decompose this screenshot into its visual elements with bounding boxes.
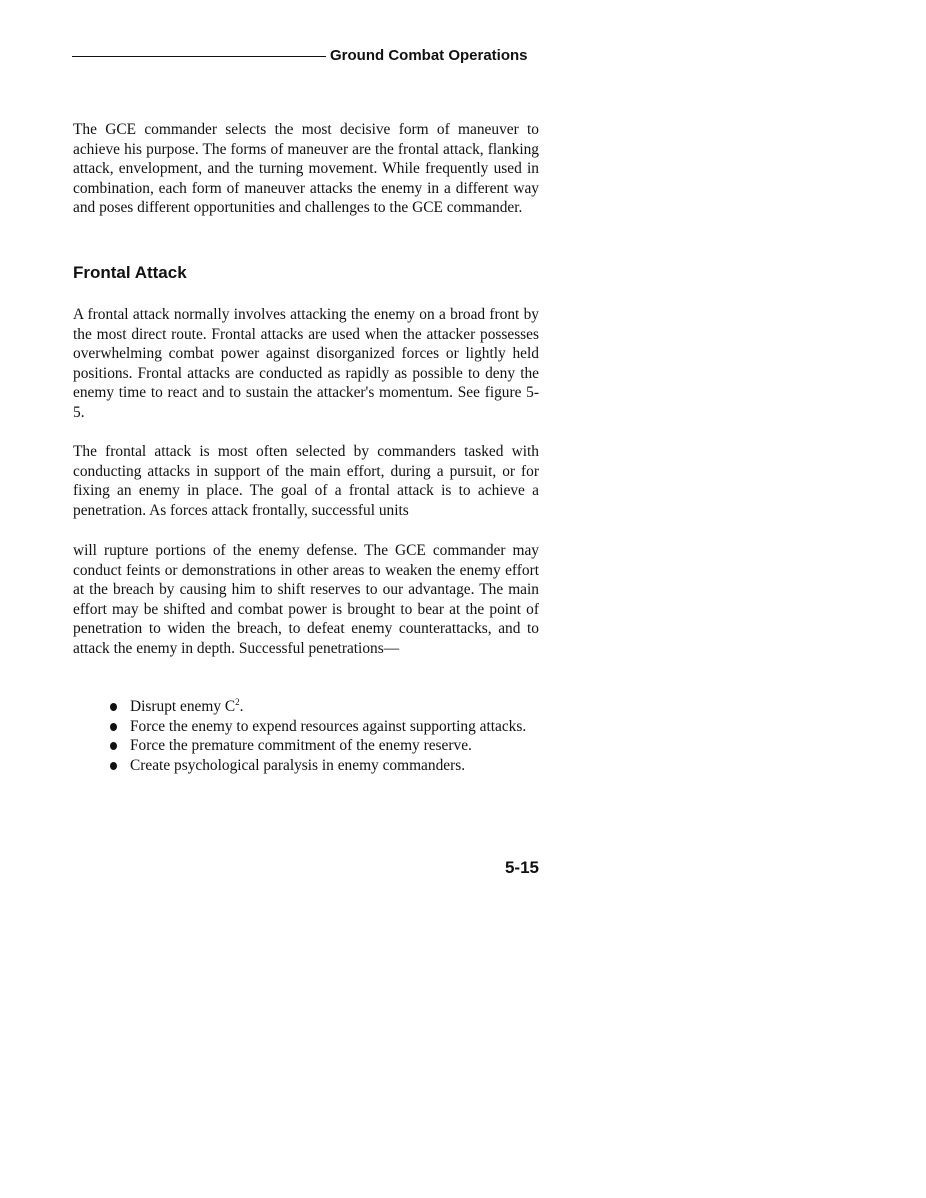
running-header-title: Ground Combat Operations bbox=[330, 47, 528, 64]
header-rule bbox=[72, 56, 326, 57]
list-item-text: Force the premature commitment of the enemy reserve. bbox=[130, 737, 472, 755]
superscript: 2 bbox=[235, 697, 240, 707]
page-number: 5-15 bbox=[504, 858, 539, 877]
bullet-icon bbox=[110, 742, 117, 750]
list-item bbox=[73, 736, 541, 756]
frontal-attack-paragraph-1: A frontal attack normally involves attacking the enemy on a broad front by the most direct route. Frontal attacks are used when the attacker possesses overwhelming combat power against disorganized forces or lightly held positions. Frontal attacks are conducted as rapidly as possible to deny the enemy time to react and to sustain the attacker's momentum. See figure 5-5. bbox=[73, 306, 539, 421]
frontal-attack-paragraph-2b: will rupture portions of the enemy defense. The GCE commander may conduct feints or demonstrations in other areas to weaken the enemy effort at the breach by causing him to shift reserves to our advantage. The main effort may be shifted and combat power is brought to bear at the point of penetration to widen the breach, to defeat enemy counterattacks, and to attack the enemy in depth. Successful penetrations— bbox=[73, 542, 539, 657]
list-item-tail: . bbox=[239, 698, 244, 715]
list-item-text: Force the enemy to expend resources against supporting attacks. bbox=[130, 717, 527, 735]
bullet-icon bbox=[110, 723, 117, 731]
list-item bbox=[73, 756, 541, 776]
penetration-effects-list bbox=[73, 697, 541, 775]
list-item bbox=[73, 717, 541, 737]
frontal-attack-paragraph-2a: The frontal attack is most often selected by commanders tasked with conducting attacks in support of the main effort, during a pursuit, or for fixing an enemy in place. The goal of a frontal attack is to achieve a penetration. As forces attack frontally, successful units bbox=[73, 443, 539, 519]
list-item-text: Create psychological paralysis in enemy commanders. bbox=[130, 756, 466, 774]
section-heading-frontal-attack: Frontal Attack bbox=[73, 263, 187, 282]
list-item bbox=[73, 697, 541, 717]
bullet-icon bbox=[110, 762, 117, 770]
bullet-icon bbox=[110, 703, 117, 711]
list-item-text: Disrupt enemy C bbox=[130, 698, 236, 715]
intro-paragraph: The GCE commander selects the most decisive form of maneuver to achieve his purpose. The forms of maneuver are the frontal attack, flanking attack, envelopment, and the turning movement. While frequently used in combination, each form of maneuver attacks the enemy in a different way and poses different opportunities and challenges to the GCE commander. bbox=[73, 121, 539, 217]
